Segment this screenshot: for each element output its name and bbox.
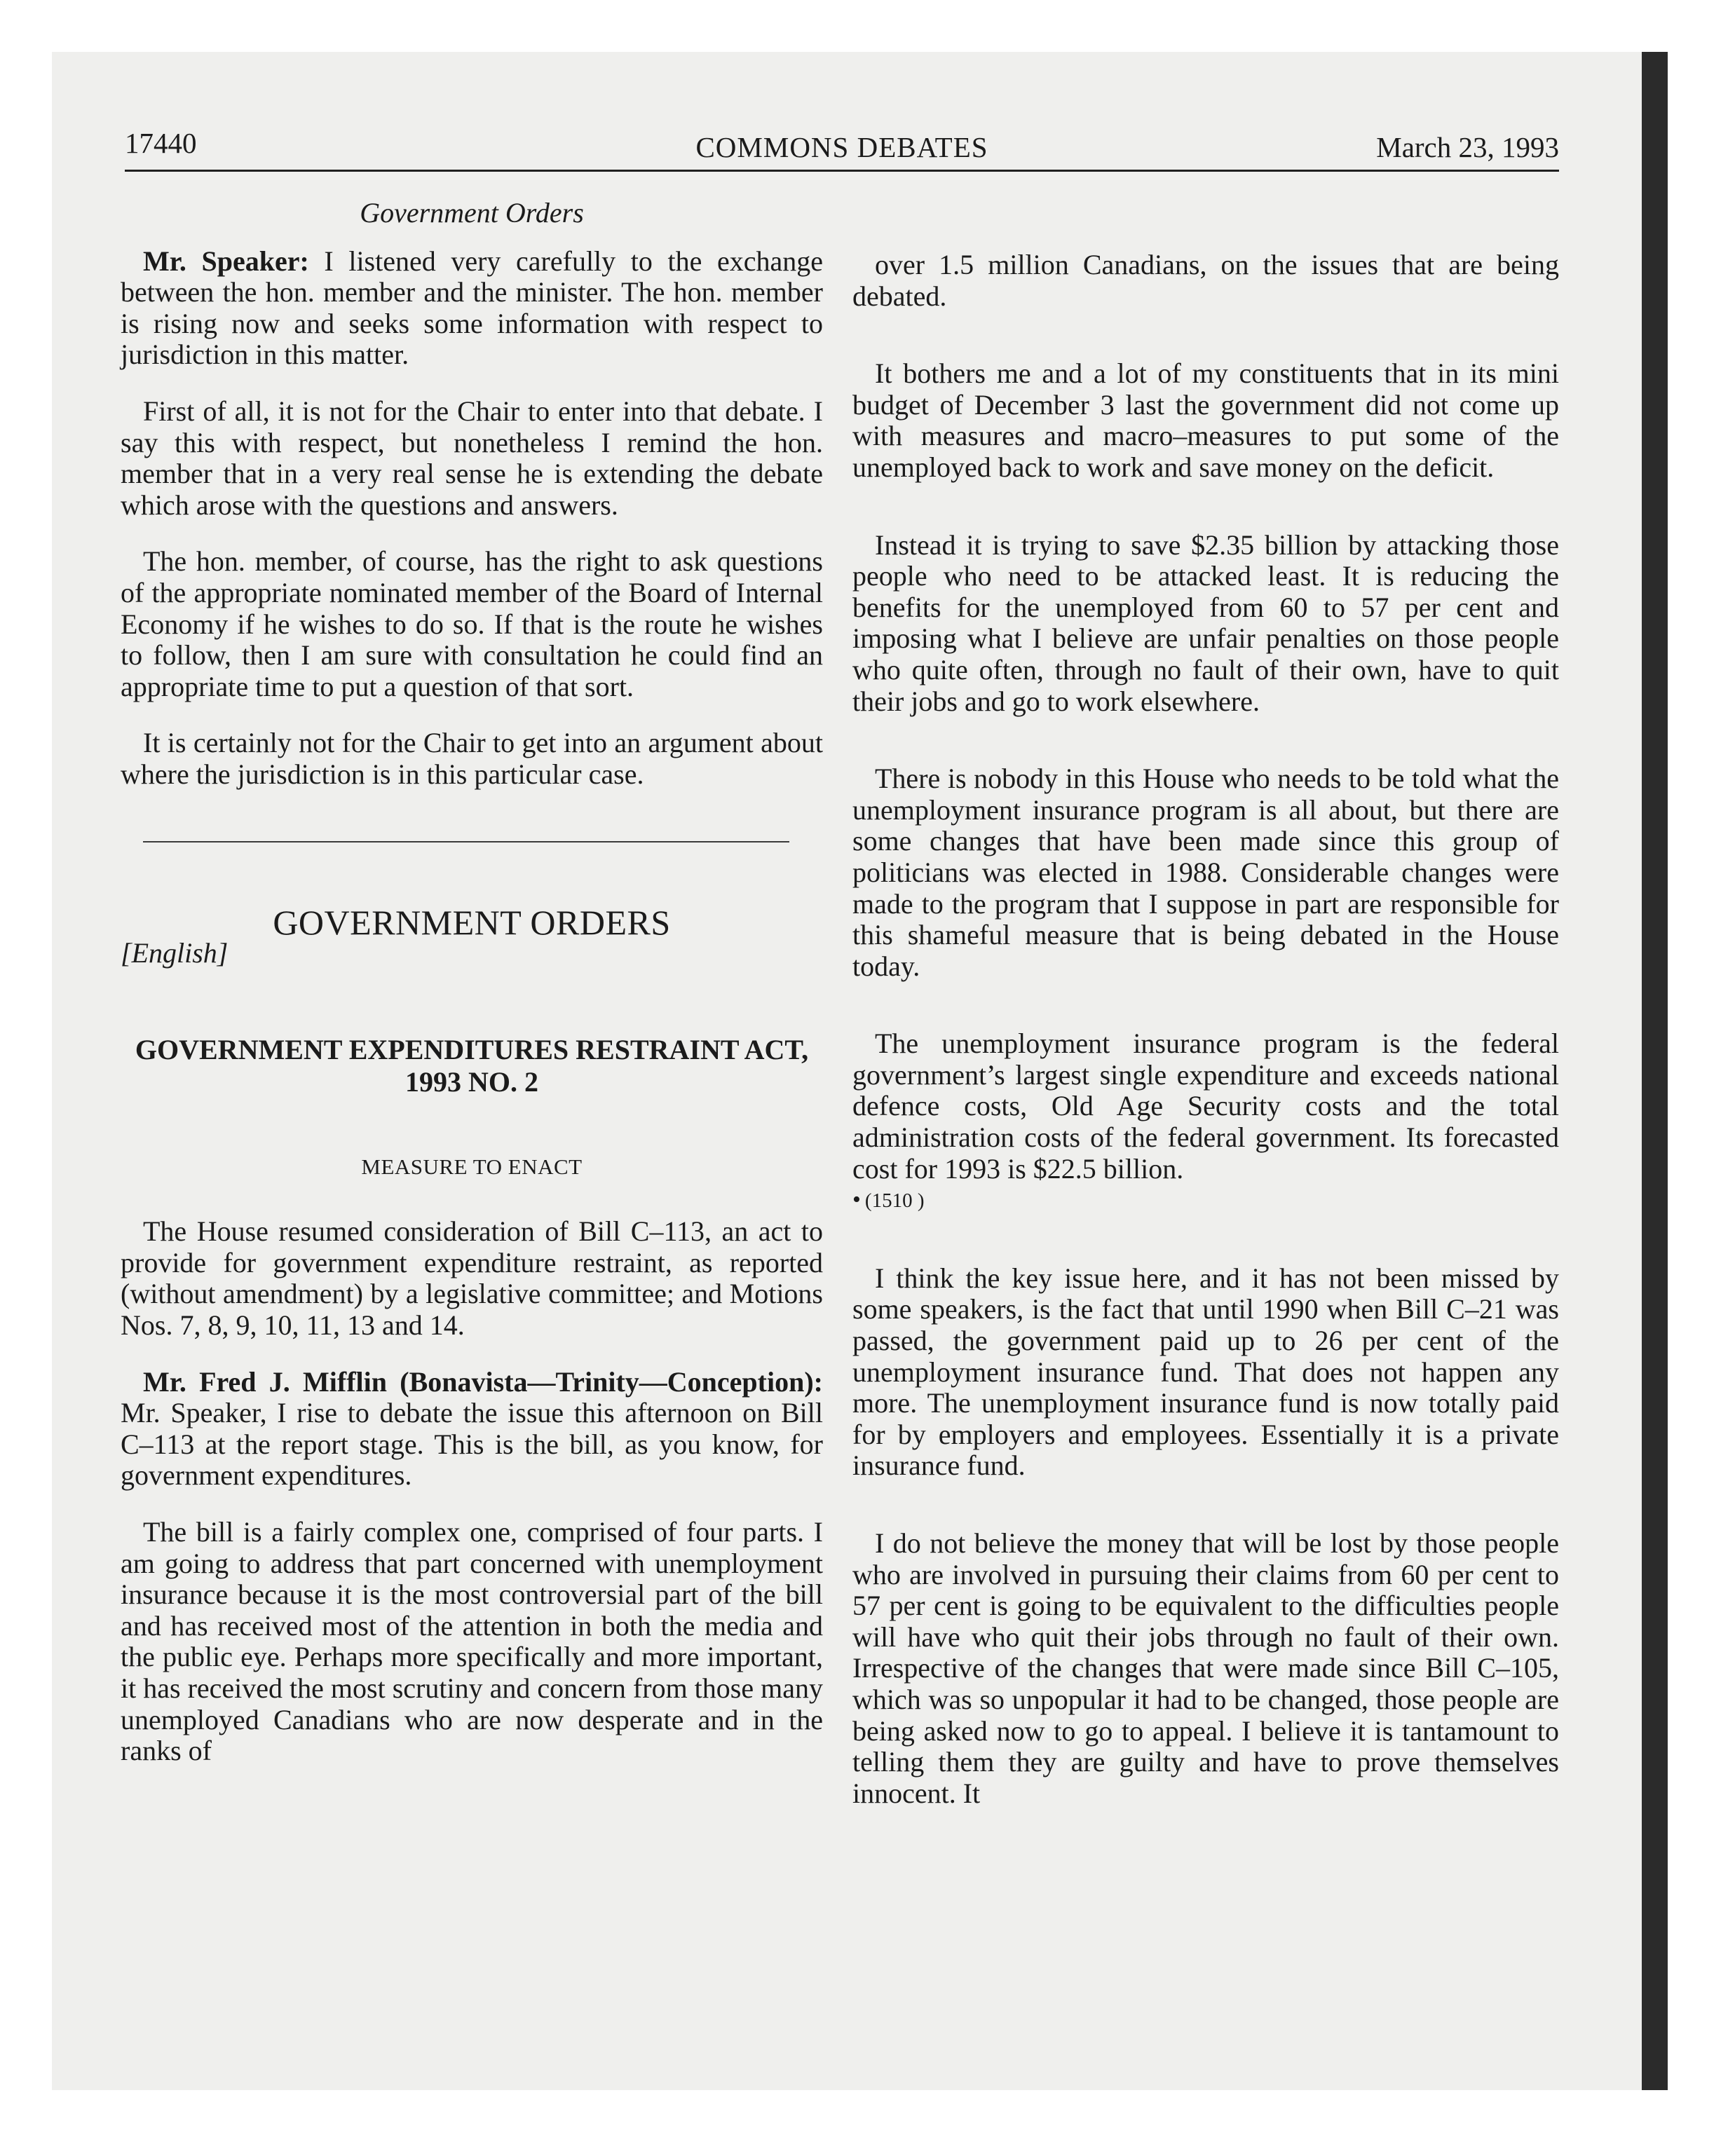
paragraph: The House resumed consideration of Bill C–113, an act to provide for government expenditure restraint, as reported (without amendment) by a legislative committee; and Motions Nos. 7, 8, 9, 10, 11, 13 and 14. bbox=[121, 1215, 823, 1342]
paragraph: The bill is a fairly complex one, comprised of four parts. I am going to address that part concerned with unemployment insurance because it is the most controversial part of the bill and has received most of the attention in both the media and the public eye. Perhaps more specifically and more important, it has received the most scrutiny and concern from those many unemployed Canadians who are now desperate and in the ranks of bbox=[121, 1516, 823, 1767]
paragraph bbox=[121, 246, 823, 371]
bill-heading bbox=[121, 1034, 823, 1098]
paragraph: It is certainly not for the Chair to get into an argument about where the jurisdiction is in this particular case. bbox=[121, 727, 823, 790]
paragraph: The hon. member, of course, has the right to ask questions of the appropriate nominated member of the Board of Internal Economy if he wishes to do so. If that is the route he wishes to follow, then I am sure with consultation he could find an appropriate time to put a question of that sort. bbox=[121, 545, 823, 702]
paragraph: There is nobody in this House who needs to be told what the unemployment insurance program is all about, but there are some changes that have been made since this group of politicians was elected in 1988. Considerable changes were made to the program that I suppose in part are responsible for this shameful measure that is being debated in the House today. bbox=[852, 763, 1559, 982]
time-stamp-text: (1510 ) bbox=[864, 1189, 925, 1213]
bill-heading-line-1: GOVERNMENT EXPENDITURES RESTRAINT ACT, bbox=[135, 1033, 809, 1065]
language-tag: [English] bbox=[121, 937, 229, 969]
page-header bbox=[125, 126, 1559, 167]
paragraph: It bothers me and a lot of my constituents that in its mini budget of December 3 last the government did not come up with measures and macro–measures to put some of the unemployed back to work and save money on the deficit. bbox=[852, 357, 1559, 483]
publication-title: COMMONS DEBATES bbox=[695, 131, 988, 163]
bullet-icon: • bbox=[852, 1187, 861, 1213]
paragraph: Instead it is trying to save $2.35 billion by attacking those people who need to be attacked least. It is reducing the benefits for the unemployed from 60 to 57 per cent and imposing what I believe are unfair penalties on those people who quite often, through no fault of their own, have to quit their jobs and go to work elsewhere. bbox=[852, 528, 1559, 717]
speech-text: I listened very carefully to the exchange between the hon. member and the minister. The hon. member is rising now and seeks some information with respect to jurisdiction in this matter. bbox=[121, 245, 824, 371]
time-stamp bbox=[852, 1185, 1559, 1217]
paragraph: I think the key issue here, and it has not been missed by some speakers, is the fact that until 1990 when Bill C–21 was passed, the government paid up to 26 per cent of the unemployment insurance fund. That does not happen any more. The unemployment insurance fund is now totally paid for by employers and employees. Essentially it is a private insurance fund. bbox=[852, 1262, 1559, 1482]
section-heading: GOVERNMENT ORDERS bbox=[273, 902, 671, 942]
header-rule bbox=[125, 170, 1559, 172]
paragraph: The unemployment insurance program is the federal government’s largest single expenditure and exceeds national defence costs, Old Age Security costs and the total administration costs of the federal government. Its forecasted cost for 1993 is $22.5 billion. bbox=[852, 1028, 1559, 1185]
subheading: MEASURE TO ENACT bbox=[361, 1154, 583, 1179]
speech-text: Mr. Speaker, I rise to debate the issue this afternoon on Bill C–113 at the report stage. This is the bill, as you know, for government expenditures. bbox=[121, 1397, 823, 1492]
publication-date: March 23, 1993 bbox=[1376, 131, 1559, 163]
scan-edge-shadow bbox=[1642, 52, 1668, 2090]
bill-heading-line-2: 1993 NO. 2 bbox=[405, 1065, 538, 1098]
paragraph bbox=[121, 1367, 823, 1492]
page-number: 17440 bbox=[125, 127, 197, 159]
right-column bbox=[852, 250, 1559, 1809]
paragraph: over 1.5 million Canadians, on the issues that are being debated. bbox=[852, 249, 1559, 312]
section-divider bbox=[143, 841, 789, 842]
running-head: Government Orders bbox=[360, 197, 584, 228]
paragraph: First of all, it is not for the Chair to enter into that debate. I say this with respect, but nonetheless I remind the hon. member that in a very real sense he is extending the debate which arose with the questions and answers. bbox=[121, 395, 823, 521]
left-column bbox=[121, 198, 823, 1767]
paragraph: I do not believe the money that will be lost by those people who are involved in pursuing their claims from 60 per cent to 57 per cent is going to be equivalent to the difficulties people will have who quit their jobs through no fault of their own. Irrespective of the changes that were made since Bill C–105, which was so unpopular it had to be changed, those people are being asked now to go to appeal. I believe it is tantamount to telling them they are guilty and have to prove themselves innocent. It bbox=[852, 1527, 1559, 1809]
speaker-name: Mr. Fred J. Mifflin (Bonavista—Trinity—Conception): bbox=[143, 1365, 823, 1398]
speaker-name: Mr. Speaker: bbox=[143, 245, 309, 277]
